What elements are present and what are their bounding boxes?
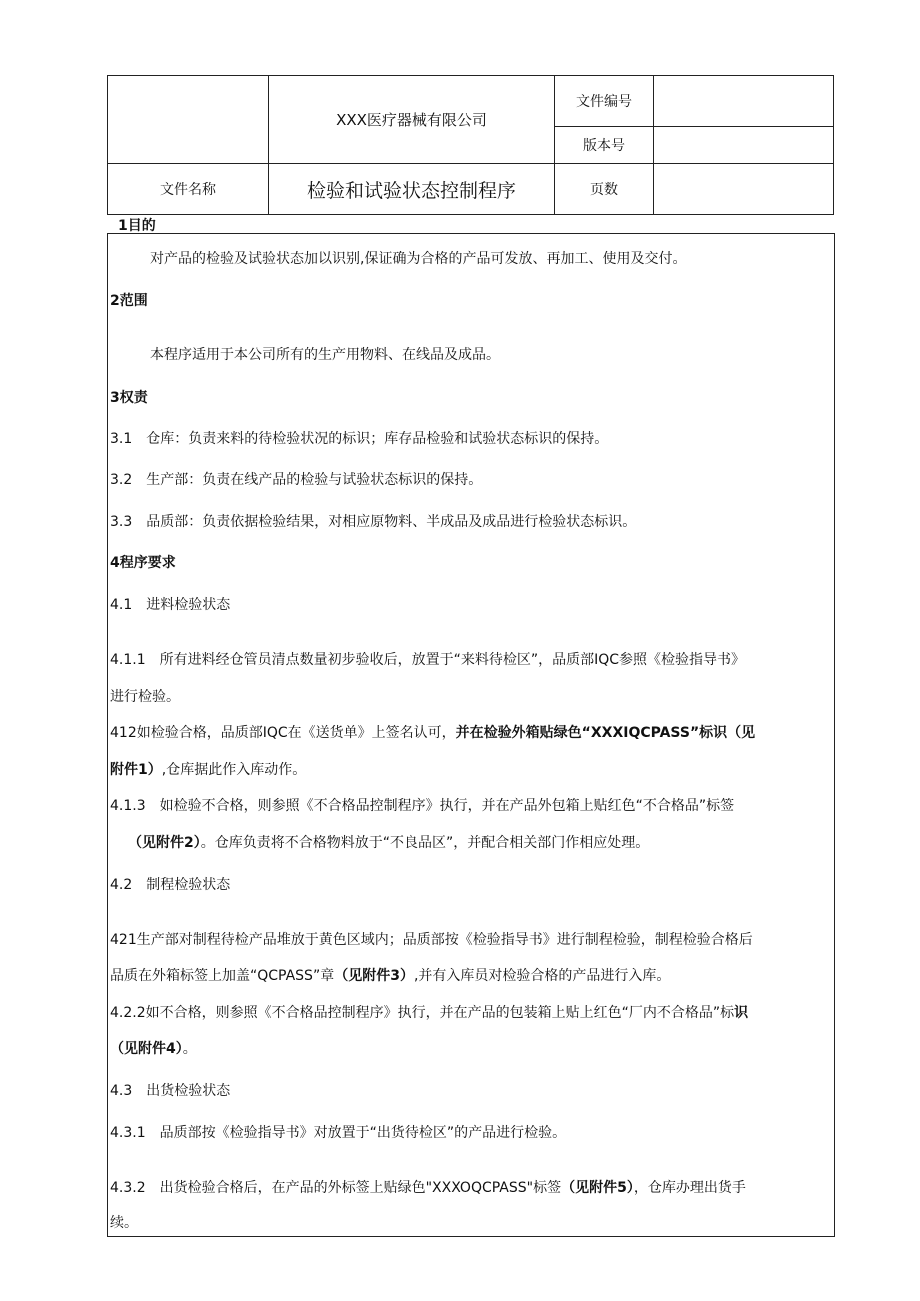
section-4-title: 4程序要求	[110, 555, 176, 571]
item-4-2-1-normal2: ,并有入库员对检验合格的产品进行入库。	[413, 968, 671, 984]
item-4-1-3-line1: 4.1.3 如检验不合格，则参照《不合格品控制程序》执行，并在产品外包箱上贴红色“不合格品”标签	[110, 798, 735, 814]
version-label: 版本号	[555, 127, 654, 164]
doc-no-value	[654, 76, 834, 127]
item-4-2-1-line2	[110, 967, 670, 985]
item-4-3-2-line1	[110, 1179, 746, 1197]
item-4-2-2-line2	[110, 1040, 197, 1058]
item-4-3-2-normal1: 4.3.2 出货检验合格后，在产品的外标签上贴绿色"XXXOQCPASS"标签	[110, 1180, 562, 1196]
item-4-1-3-rest: 。仓库负责将不合格物料放于“不良品区”，并配合相关部门作相应处理。	[200, 835, 650, 851]
section-1-title: 1目的	[118, 218, 156, 234]
item-4-1-2-rest: ,仓库据此作入库动作。	[161, 762, 307, 778]
item-4-1-3-line2	[128, 834, 649, 852]
item-4-1-1-line1: 4.1.1 所有进料经仓管员清点数量初步验收后，放置于“来料待检区”，品质部IQC参照《检验指导书》	[110, 652, 746, 668]
item-4-2-1-normal1: 品质在外箱标签上加盖“QCPASS”章	[110, 968, 335, 984]
item-4-3-1: 4.3.1 品质部按《检验指导书》对放置于“出货待检区”的产品进行检验。	[110, 1125, 567, 1141]
item-4-3: 4.3 出货检验状态	[110, 1083, 231, 1099]
item-4-3-2-attach: （见附件5）	[561, 1180, 634, 1196]
section-1-text: 对产品的检验及试验状态加以识别,保证确为合格的产品可发放、再加工、使用及交付。	[150, 251, 687, 267]
item-4-2-2-attach: （见附件4）	[110, 1041, 183, 1057]
item-4-1-2-normal: 412如检验合格，品质部IQC在《送货单》上签名认可，	[110, 725, 456, 741]
item-4-2-2-bold: 识	[734, 1005, 749, 1021]
item-4-3-2-line2: 续。	[110, 1215, 138, 1231]
item-4-2-2-normal: 4.2.2如不合格，则参照《不合格品控制程序》执行，并在产品的包装箱上贴上红色“厂内不合格品”标	[110, 1005, 735, 1021]
item-4-3-2-normal2: ，仓库办理出货手	[633, 1180, 746, 1196]
doc-name-label: 文件名称	[108, 164, 269, 215]
page-value	[654, 164, 834, 215]
item-4-2-2-rest: 。	[182, 1041, 197, 1057]
item-4-2-1-attach: （见附件3）	[334, 968, 414, 984]
header-table	[107, 75, 834, 215]
doc-name: 检验和试验状态控制程序	[269, 164, 555, 215]
item-4-1: 4.1 进料检验状态	[110, 597, 231, 613]
item-3-3: 3.3 品质部：负责依据检验结果，对相应原物料、半成品及成品进行检验状态标识。	[110, 514, 637, 530]
doc-no-label: 文件编号	[555, 76, 654, 127]
item-4-2: 4.2 制程检验状态	[110, 877, 231, 893]
logo-cell	[108, 76, 269, 164]
item-4-1-2-bold: 并在检验外箱贴绿色“XXXIQCPASS”标识（见	[455, 725, 756, 741]
item-3-2: 3.2 生产部：负责在线产品的检验与试验状态标识的保持。	[110, 472, 483, 488]
item-4-1-1-line2: 进行检验。	[110, 689, 180, 705]
company-name: XXX医疗器械有限公司	[269, 76, 555, 164]
page-label: 页数	[555, 164, 654, 215]
item-3-1: 3.1 仓库：负责来料的待检验状况的标识；库存品检验和试验状态标识的保持。	[110, 431, 609, 447]
item-4-2-1-line1: 421生产部对制程待检产品堆放于黄色区域内；品质部按《检验指导书》进行制程检验，制程检验合格后	[110, 932, 753, 948]
version-value	[654, 127, 834, 164]
section-2-text: 本程序适用于本公司所有的生产用物料、在线品及成品。	[150, 347, 500, 363]
section-2-title: 2范围	[110, 293, 148, 309]
item-4-1-2-line2	[110, 761, 306, 779]
item-4-2-2-line1	[110, 1004, 748, 1022]
item-4-1-3-attach: （见附件2）	[128, 835, 201, 851]
item-4-1-2-line1	[110, 724, 755, 742]
section-3-title: 3权责	[110, 390, 148, 406]
item-4-1-2-attach: 附件1）	[110, 762, 162, 778]
